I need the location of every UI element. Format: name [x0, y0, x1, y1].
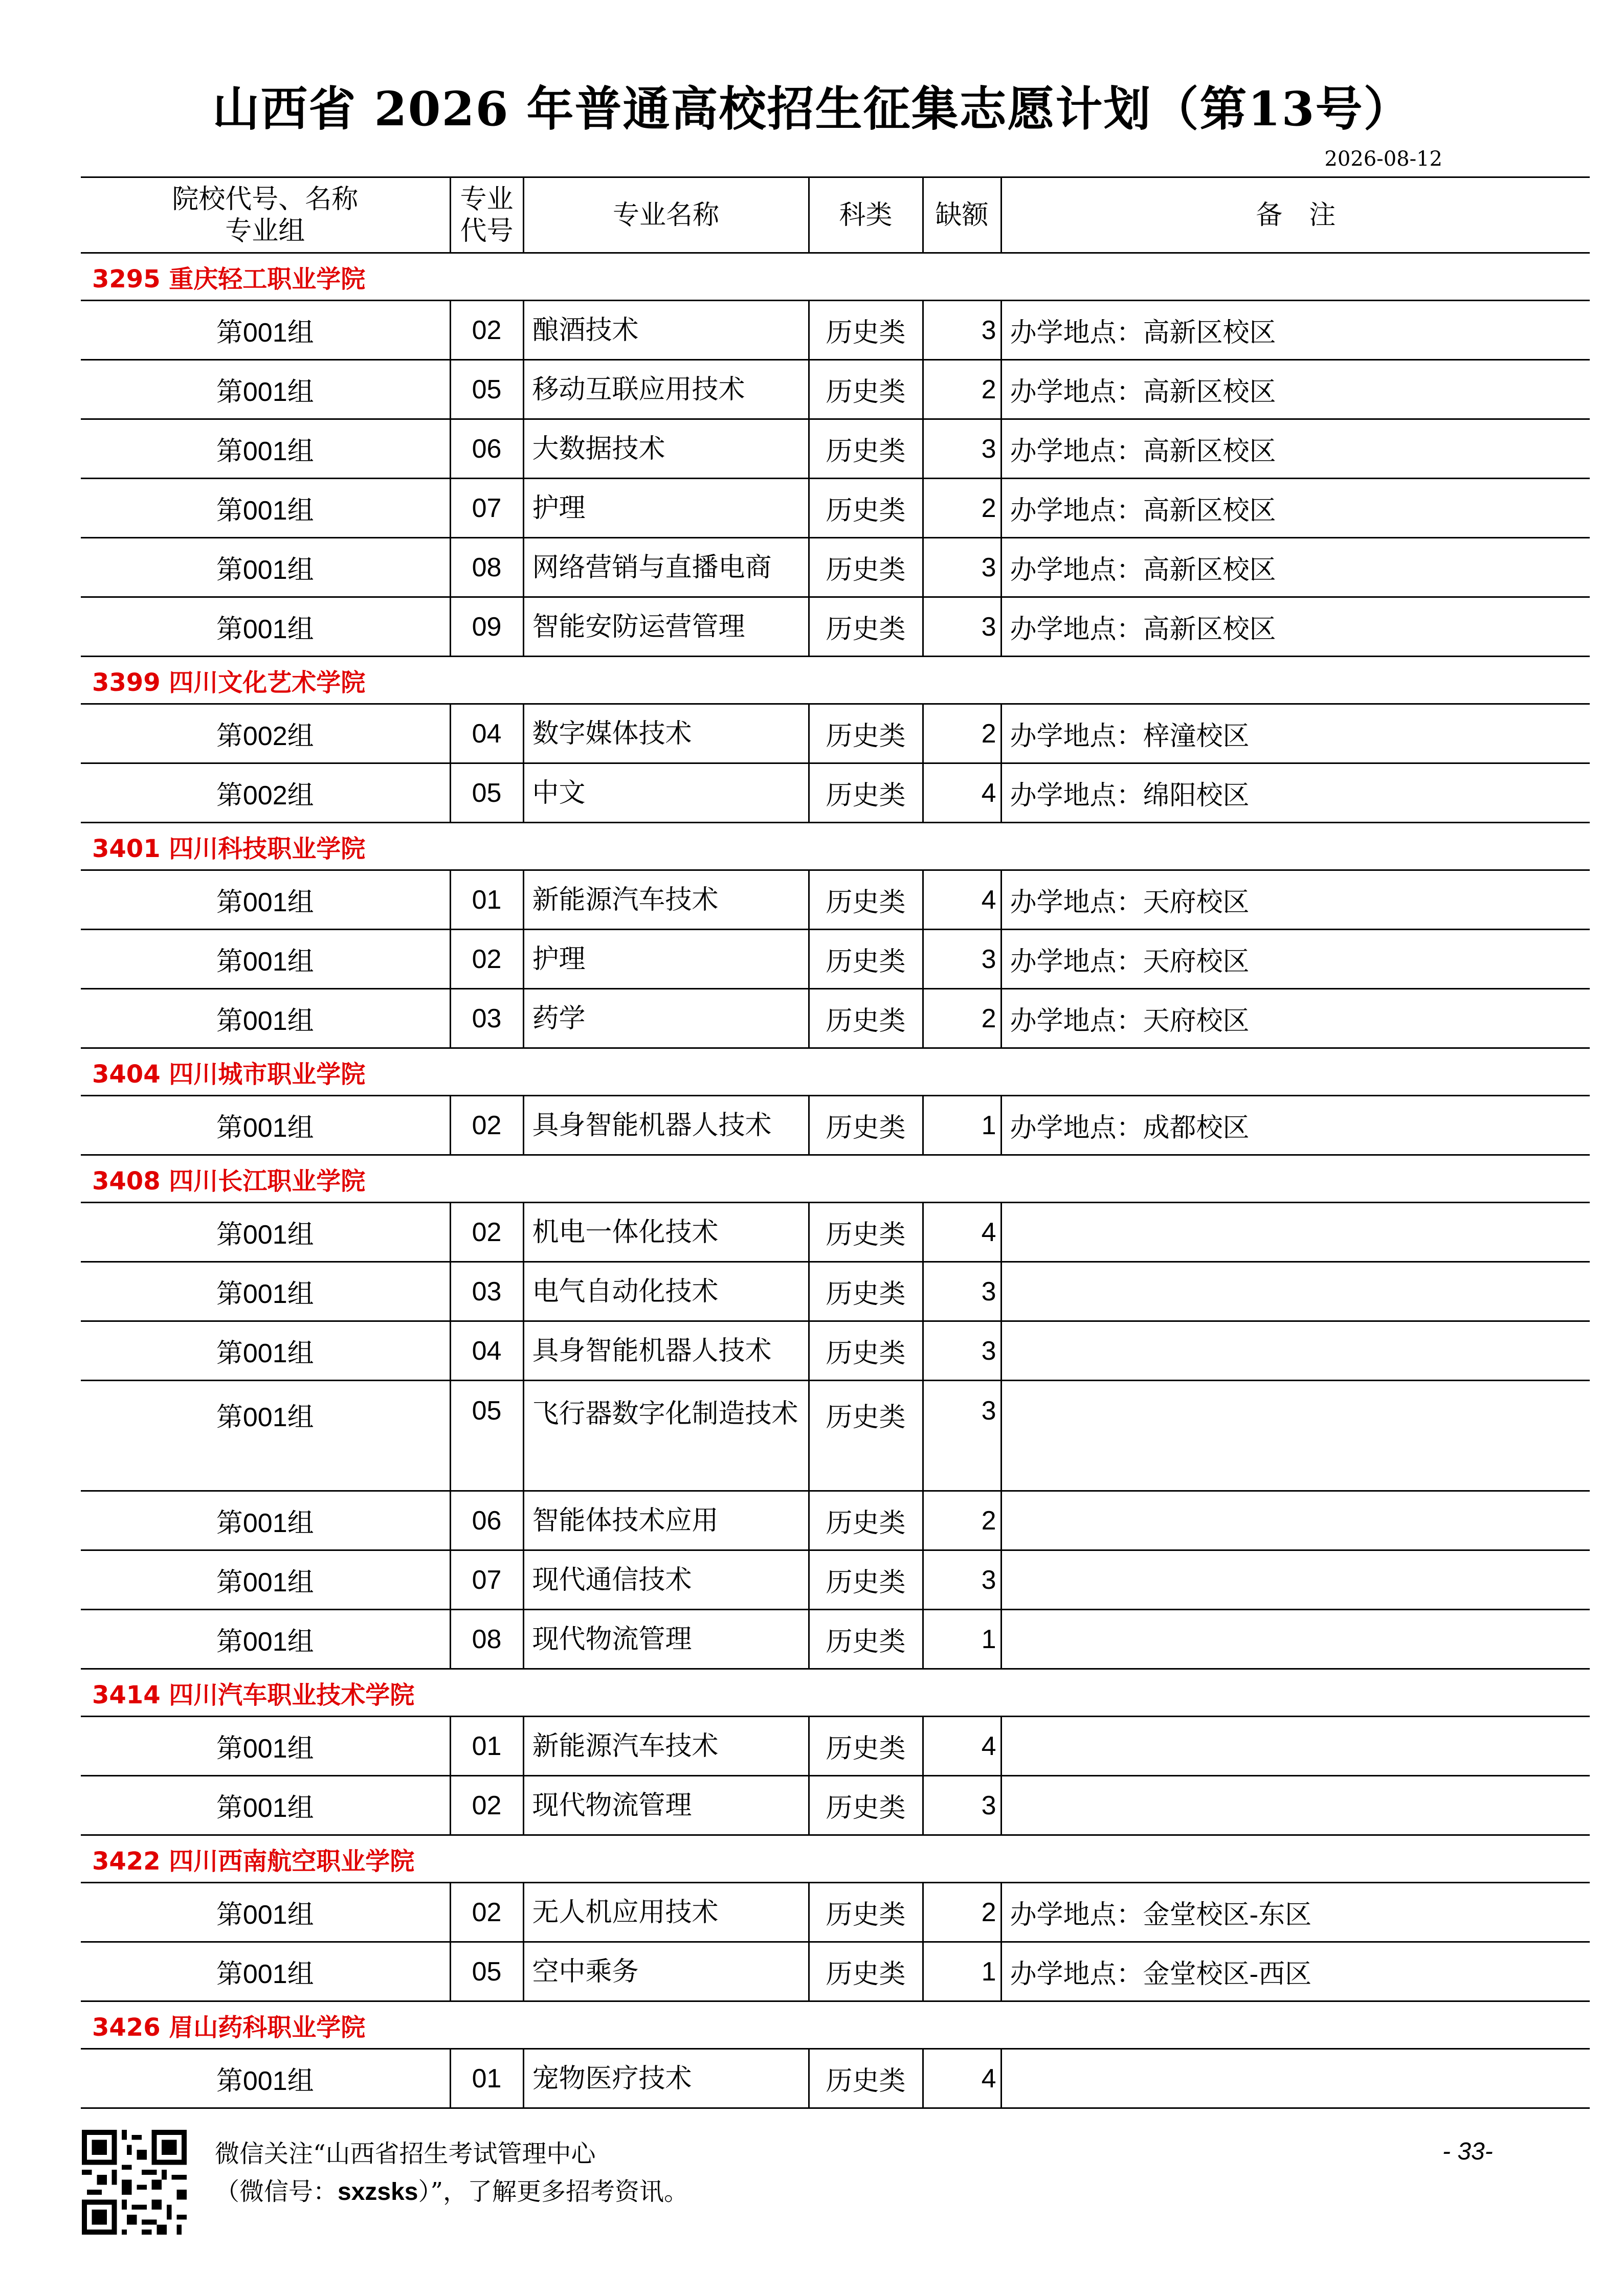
major-name-cell: 智能体技术应用: [523, 1491, 809, 1550]
school-name: 3399 四川文化艺术学院: [81, 657, 1590, 704]
table-row: [81, 1491, 1590, 1550]
table-row: [81, 1203, 1590, 1262]
vacancy-cell: 1: [923, 1096, 1001, 1155]
vacancy-cell: 3: [923, 597, 1001, 657]
category-cell: 历史类: [809, 597, 923, 657]
major-name-cell: 空中乘务: [523, 1942, 809, 2001]
school-header-row: [81, 1155, 1590, 1203]
vacancy-cell: 3: [923, 1550, 1001, 1610]
category-cell: 历史类: [809, 1203, 923, 1262]
note-cell: 办学地点：绵阳校区: [1001, 763, 1590, 823]
major-code-cell: 01: [450, 2049, 523, 2108]
vacancy-cell: 3: [923, 930, 1001, 989]
note-cell: [1001, 1610, 1590, 1669]
note-cell: 办学地点：高新区校区: [1001, 479, 1590, 538]
vacancy-cell: 3: [923, 1321, 1001, 1381]
group-cell: 第001组: [81, 989, 450, 1048]
major-code-cell: 05: [450, 1942, 523, 2001]
major-name-cell: 机电一体化技术: [523, 1203, 809, 1262]
group-cell: 第001组: [81, 1717, 450, 1776]
vacancy-cell: 3: [923, 1381, 1001, 1491]
category-cell: 历史类: [809, 763, 923, 823]
category-cell: 历史类: [809, 989, 923, 1048]
major-code-cell: 01: [450, 1717, 523, 1776]
major-name-cell: 无人机应用技术: [523, 1883, 809, 1942]
header-category: 科类: [809, 177, 923, 253]
school-header-row: [81, 253, 1590, 301]
vacancy-cell: 4: [923, 870, 1001, 930]
table-body: [81, 253, 1590, 2108]
qr-code-icon: [82, 2130, 187, 2235]
group-cell: 第001组: [81, 597, 450, 657]
table-row: [81, 930, 1590, 989]
group-cell: 第001组: [81, 1550, 450, 1610]
category-cell: 历史类: [809, 1942, 923, 2001]
category-cell: 历史类: [809, 1717, 923, 1776]
major-code-cell: 07: [450, 479, 523, 538]
note-cell: [1001, 1262, 1590, 1321]
major-code-cell: 09: [450, 597, 523, 657]
page-number: - 33-: [1442, 2138, 1493, 2165]
vacancy-cell: 3: [923, 1776, 1001, 1835]
table-row: [81, 360, 1590, 419]
vacancy-cell: 2: [923, 479, 1001, 538]
vacancy-cell: 2: [923, 360, 1001, 419]
major-code-cell: 03: [450, 1262, 523, 1321]
table-row: [81, 1381, 1590, 1491]
table-row: [81, 1096, 1590, 1155]
major-name-cell: 中文: [523, 763, 809, 823]
category-cell: 历史类: [809, 1883, 923, 1942]
major-code-cell: 04: [450, 1321, 523, 1381]
major-name-cell: 宠物医疗技术: [523, 2049, 809, 2108]
group-cell: 第001组: [81, 2049, 450, 2108]
major-code-cell: 02: [450, 1203, 523, 1262]
table-row: [81, 1610, 1590, 1669]
major-name-cell: 智能安防运营管理: [523, 597, 809, 657]
major-name-cell: 移动互联应用技术: [523, 360, 809, 419]
major-code-cell: 08: [450, 538, 523, 597]
major-name-cell: 现代通信技术: [523, 1550, 809, 1610]
school-name: 3404 四川城市职业学院: [81, 1048, 1590, 1096]
category-cell: 历史类: [809, 2049, 923, 2108]
group-cell: 第001组: [81, 1321, 450, 1381]
note-cell: [1001, 1550, 1590, 1610]
group-cell: 第001组: [81, 479, 450, 538]
vacancy-cell: 2: [923, 989, 1001, 1048]
note-cell: [1001, 2049, 1590, 2108]
category-cell: 历史类: [809, 1610, 923, 1669]
table-row: [81, 419, 1590, 479]
group-cell: 第001组: [81, 930, 450, 989]
note-cell: 办学地点：高新区校区: [1001, 538, 1590, 597]
vacancy-cell: 3: [923, 301, 1001, 360]
school-name: 3414 四川汽车职业技术学院: [81, 1669, 1590, 1717]
vacancy-cell: 1: [923, 1610, 1001, 1669]
note-cell: 办学地点：天府校区: [1001, 930, 1590, 989]
major-name-cell: 护理: [523, 930, 809, 989]
wechat-id: sxzsks: [338, 2178, 418, 2205]
enrollment-plan-table: [81, 176, 1590, 2109]
note-cell: 办学地点：金堂校区-西区: [1001, 1942, 1590, 2001]
group-cell: 第001组: [81, 360, 450, 419]
category-cell: 历史类: [809, 538, 923, 597]
note-cell: 办学地点：高新区校区: [1001, 301, 1590, 360]
header-vacancy: 缺额: [923, 177, 1001, 253]
category-cell: 历史类: [809, 360, 923, 419]
footer-line-2: （微信号：sxzsks）”，了解更多招考资讯。: [215, 2177, 689, 2206]
group-cell: 第001组: [81, 1096, 450, 1155]
group-cell: 第001组: [81, 301, 450, 360]
header-school: 院校代号、名称 专业组: [81, 177, 450, 253]
major-code-cell: 06: [450, 1491, 523, 1550]
group-cell: 第001组: [81, 538, 450, 597]
category-cell: 历史类: [809, 419, 923, 479]
table-row: [81, 538, 1590, 597]
category-cell: 历史类: [809, 870, 923, 930]
category-cell: 历史类: [809, 1491, 923, 1550]
note-cell: [1001, 1381, 1590, 1491]
note-cell: [1001, 1491, 1590, 1550]
table-row: [81, 1883, 1590, 1942]
category-cell: 历史类: [809, 1321, 923, 1381]
category-cell: 历史类: [809, 301, 923, 360]
school-name: 3401 四川科技职业学院: [81, 823, 1590, 870]
table-row: [81, 1776, 1590, 1835]
vacancy-cell: 2: [923, 704, 1001, 763]
table-row: [81, 597, 1590, 657]
group-cell: 第001组: [81, 1610, 450, 1669]
vacancy-cell: 3: [923, 419, 1001, 479]
category-cell: 历史类: [809, 1776, 923, 1835]
header-code: 专业 代号: [450, 177, 523, 253]
category-cell: 历史类: [809, 1262, 923, 1321]
header-note: 备 注: [1001, 177, 1590, 253]
note-cell: 办学地点：高新区校区: [1001, 360, 1590, 419]
group-cell: 第001组: [81, 1381, 450, 1491]
footer-line-1: 微信关注“山西省招生考试管理中心: [215, 2140, 596, 2168]
vacancy-cell: 4: [923, 2049, 1001, 2108]
major-code-cell: 02: [450, 1883, 523, 1942]
major-name-cell: 具身智能机器人技术: [523, 1096, 809, 1155]
major-code-cell: 02: [450, 1776, 523, 1835]
group-cell: 第002组: [81, 704, 450, 763]
table-row: [81, 479, 1590, 538]
major-code-cell: 02: [450, 301, 523, 360]
note-cell: [1001, 1321, 1590, 1381]
major-code-cell: 05: [450, 360, 523, 419]
note-cell: 办学地点：高新区校区: [1001, 419, 1590, 479]
vacancy-cell: 2: [923, 1883, 1001, 1942]
vacancy-cell: 4: [923, 1717, 1001, 1776]
note-cell: 办学地点：金堂校区-东区: [1001, 1883, 1590, 1942]
category-cell: 历史类: [809, 704, 923, 763]
group-cell: 第001组: [81, 1776, 450, 1835]
major-code-cell: 05: [450, 1381, 523, 1491]
page-title: 山西省 2026 年普通高校招生征集志愿计划（第13号）: [212, 81, 1412, 137]
table-row: [81, 1717, 1590, 1776]
school-header-row: [81, 1669, 1590, 1717]
school-name: 3295 重庆轻工职业学院: [81, 253, 1590, 301]
group-cell: 第002组: [81, 763, 450, 823]
major-code-cell: 02: [450, 930, 523, 989]
group-cell: 第001组: [81, 870, 450, 930]
table-row: [81, 2049, 1590, 2108]
note-cell: [1001, 1203, 1590, 1262]
table-row: [81, 1550, 1590, 1610]
group-cell: 第001组: [81, 1203, 450, 1262]
note-cell: [1001, 1776, 1590, 1835]
category-cell: 历史类: [809, 1096, 923, 1155]
group-cell: 第001组: [81, 1491, 450, 1550]
major-name-cell: 大数据技术: [523, 419, 809, 479]
table-header-row: [81, 177, 1590, 253]
major-code-cell: 02: [450, 1096, 523, 1155]
table-row: [81, 1262, 1590, 1321]
school-header-row: [81, 1048, 1590, 1096]
major-name-cell: 新能源汽车技术: [523, 870, 809, 930]
major-name-cell: 药学: [523, 989, 809, 1048]
major-code-cell: 03: [450, 989, 523, 1048]
note-cell: 办学地点：天府校区: [1001, 870, 1590, 930]
school-name: 3422 四川西南航空职业学院: [81, 1835, 1590, 1883]
vacancy-cell: 4: [923, 763, 1001, 823]
major-code-cell: 05: [450, 763, 523, 823]
footer-wechat-notice: [215, 2135, 688, 2211]
school-header-row: [81, 1835, 1590, 1883]
note-cell: [1001, 1717, 1590, 1776]
note-cell: 办学地点：梓潼校区: [1001, 704, 1590, 763]
school-header-row: [81, 823, 1590, 870]
group-cell: 第001组: [81, 419, 450, 479]
major-name-cell: 网络营销与直播电商: [523, 538, 809, 597]
school-name: 3426 眉山药科职业学院: [81, 2001, 1590, 2049]
school-header-row: [81, 657, 1590, 704]
table-row: [81, 763, 1590, 823]
category-cell: 历史类: [809, 1550, 923, 1610]
major-code-cell: 08: [450, 1610, 523, 1669]
table-row: [81, 704, 1590, 763]
major-code-cell: 04: [450, 704, 523, 763]
major-name-cell: 具身智能机器人技术: [523, 1321, 809, 1381]
major-name-cell: 电气自动化技术: [523, 1262, 809, 1321]
vacancy-cell: 2: [923, 1491, 1001, 1550]
major-code-cell: 06: [450, 419, 523, 479]
major-name-cell: 酿酒技术: [523, 301, 809, 360]
major-code-cell: 07: [450, 1550, 523, 1610]
table-row: [81, 1321, 1590, 1381]
note-cell: 办学地点：天府校区: [1001, 989, 1590, 1048]
school-header-row: [81, 2001, 1590, 2049]
group-cell: 第001组: [81, 1883, 450, 1942]
vacancy-cell: 3: [923, 538, 1001, 597]
vacancy-cell: 4: [923, 1203, 1001, 1262]
major-name-cell: 飞行器数字化制造技术: [523, 1381, 809, 1491]
major-code-cell: 01: [450, 870, 523, 930]
note-cell: 办学地点：高新区校区: [1001, 597, 1590, 657]
header-major: 专业名称: [523, 177, 809, 253]
major-name-cell: 数字媒体技术: [523, 704, 809, 763]
vacancy-cell: 3: [923, 1262, 1001, 1321]
major-name-cell: 护理: [523, 479, 809, 538]
major-name-cell: 现代物流管理: [523, 1776, 809, 1835]
major-name-cell: 新能源汽车技术: [523, 1717, 809, 1776]
vacancy-cell: 1: [923, 1942, 1001, 2001]
major-name-cell: 现代物流管理: [523, 1610, 809, 1669]
category-cell: 历史类: [809, 1381, 923, 1491]
note-cell: 办学地点：成都校区: [1001, 1096, 1590, 1155]
group-cell: 第001组: [81, 1942, 450, 2001]
category-cell: 历史类: [809, 930, 923, 989]
table-row: [81, 301, 1590, 360]
school-name: 3408 四川长江职业学院: [81, 1155, 1590, 1203]
publish-date: 2026-08-12: [1324, 147, 1442, 171]
table-row: [81, 1942, 1590, 2001]
category-cell: 历史类: [809, 479, 923, 538]
group-cell: 第001组: [81, 1262, 450, 1321]
table-row: [81, 989, 1590, 1048]
table-row: [81, 870, 1590, 930]
